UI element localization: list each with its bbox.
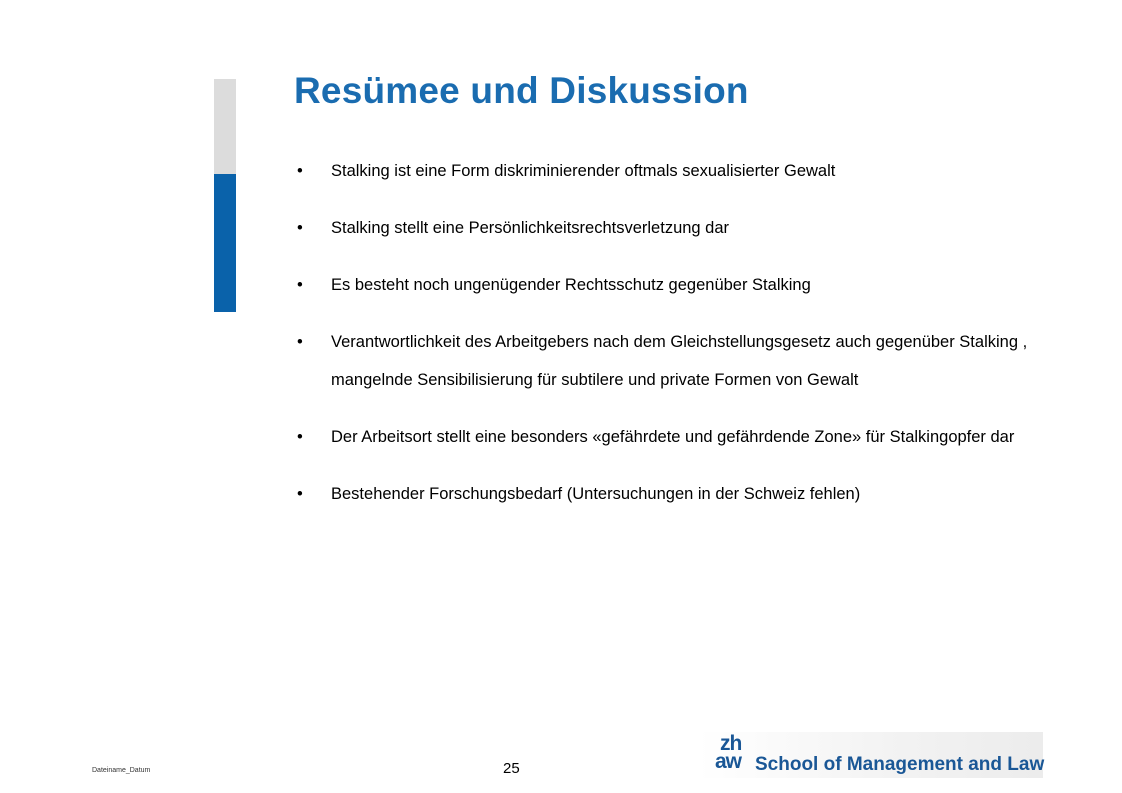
- accent-bar-grey: [214, 79, 236, 174]
- bullet-marker: •: [297, 276, 303, 294]
- bullet-item: [297, 266, 1077, 304]
- bullet-marker: •: [297, 333, 303, 351]
- footer-file-label: Dateiname_Datum: [92, 767, 151, 774]
- bullet-text: Stalking ist eine Form diskriminierender oftmals sexualisierter Gewalt: [331, 162, 836, 180]
- bullet-marker: •: [297, 428, 303, 446]
- bullet-text: Verantwortlichkeit des Arbeitgebers nach dem Gleichstellungsgesetz auch gegenüber Stalking , mangelnde Sensibilisierung für subtilere und private Formen von Gewalt: [331, 333, 1028, 389]
- slide-title: Resümee und Diskussion: [294, 70, 749, 111]
- accent-bar: [214, 79, 236, 312]
- zhaw-logo: [698, 732, 1043, 778]
- page-number: 25: [503, 760, 520, 777]
- bullet-item: [297, 152, 1077, 190]
- bullet-marker: •: [297, 485, 303, 503]
- logo-school-name: School of Management and Law: [755, 754, 1045, 775]
- bullet-text: Bestehender Forschungsbedarf (Untersuchungen in der Schweiz fehlen): [331, 485, 861, 503]
- logo-zh: zh: [720, 732, 742, 755]
- accent-bar-blue: [214, 174, 236, 312]
- bullet-marker: •: [297, 219, 303, 237]
- bullet-list: [297, 152, 1077, 532]
- bullet-text: Es besteht noch ungenügender Rechtsschutz gegenüber Stalking: [331, 276, 811, 294]
- logo-aw: aw: [715, 750, 742, 773]
- bullet-marker: •: [297, 162, 303, 180]
- bullet-item: [297, 323, 1077, 399]
- bullet-text: Der Arbeitsort stellt eine besonders «gefährdete und gefährdende Zone» für Stalkingopfer dar: [331, 428, 1015, 446]
- bullet-text: Stalking stellt eine Persönlichkeitsrechtsverletzung dar: [331, 219, 730, 237]
- bullet-item: [297, 418, 1077, 456]
- bullet-item: [297, 475, 1077, 513]
- bullet-item: [297, 209, 1077, 247]
